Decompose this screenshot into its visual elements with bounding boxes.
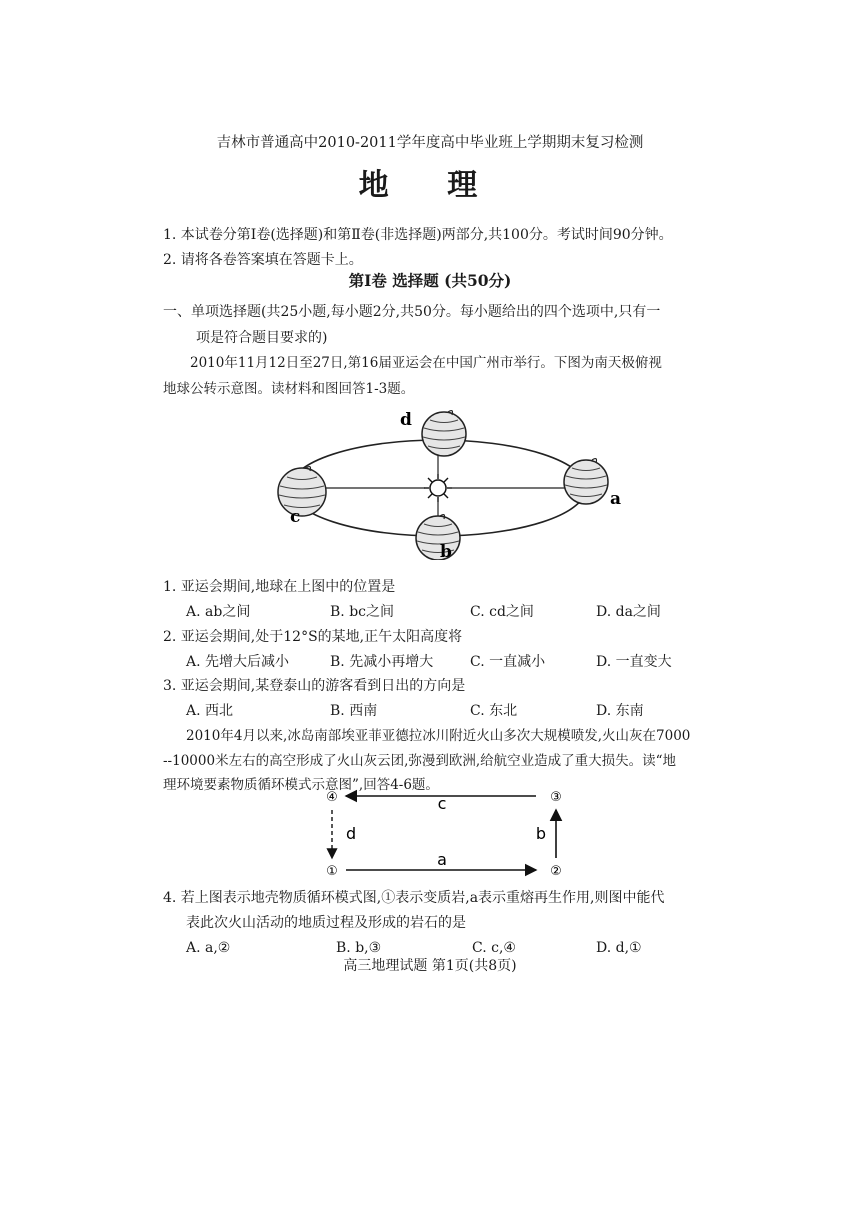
subject-title: 地 理 xyxy=(358,168,502,203)
earth-icon-b xyxy=(416,515,460,560)
passage-1-line-1: 2010年11月12日至27日,第16届亚运会在中国广州市举行。下图为南天极俯视 xyxy=(190,355,662,371)
part-one-heading-cont: 项是符合题目要求的) xyxy=(196,330,328,346)
question-2-option-b: B. 先减小再增大 xyxy=(330,654,434,670)
question-1-option-b: B. bc之间 xyxy=(330,604,394,620)
sun-icon xyxy=(424,474,452,502)
earth-icon-a xyxy=(564,459,608,504)
question-4-line-2: 表此次火山活动的地质过程及形成的岩石的是 xyxy=(186,915,466,931)
arrow-label-d: d xyxy=(346,824,357,843)
question-3-option-c: C. 东北 xyxy=(470,703,518,719)
question-2-stem: 2. 亚运会期间,处于12°S的某地,正午太阳高度将 xyxy=(163,629,463,645)
material-cycle-diagram xyxy=(310,786,590,880)
node-1: ① xyxy=(326,864,338,879)
question-2-option-a: A. 先增大后减小 xyxy=(186,654,290,670)
arrow-label-a: a xyxy=(437,850,447,869)
exam-title: 吉林市普通高中2010-2011学年度高中毕业班上学期期末复习检测 xyxy=(216,135,644,151)
question-4-option-d: D. d,① xyxy=(596,940,642,956)
orbit-label-d: d xyxy=(400,410,412,430)
question-4-option-c: C. c,④ xyxy=(472,940,516,956)
page-footer: 高三地理试题 第1页(共8页) xyxy=(343,958,517,974)
orbit-label-a: a xyxy=(610,489,622,509)
question-3-option-d: D. 东南 xyxy=(596,703,644,719)
orbit-label-b: b xyxy=(440,542,452,560)
question-3-stem: 3. 亚运会期间,某登泰山的游客看到日出的方向是 xyxy=(163,678,466,694)
question-2-option-c: C. 一直减小 xyxy=(470,654,546,670)
earth-icon-d xyxy=(422,411,466,456)
question-4-option-b: B. b,③ xyxy=(336,940,382,956)
instruction-1: 1. 本试卷分第Ⅰ卷(选择题)和第Ⅱ卷(非选择题)两部分,共100分。考试时间90分钟。 xyxy=(163,227,673,243)
question-1-option-d: D. da之间 xyxy=(596,604,661,620)
section-title: 第Ⅰ卷 选择题 (共50分) xyxy=(348,271,512,290)
arrow-label-c: c xyxy=(437,794,447,813)
question-1-option-c: C. cd之间 xyxy=(470,604,534,620)
instruction-2: 2. 请将各卷答案填在答题卡上。 xyxy=(163,252,363,268)
arrow-label-b: b xyxy=(535,824,546,843)
orbit-label-c: c xyxy=(290,507,301,527)
question-3-option-b: B. 西南 xyxy=(330,703,378,719)
question-4-option-a: A. a,② xyxy=(186,940,231,956)
passage-2-line-2: --10000米左右的高空形成了火山灰云团,弥漫到欧洲,给航空业造成了重大损失。读“地 xyxy=(163,753,677,769)
passage-2-line-3: 理环境要素物质循环模式示意图”,回答4-6题。 xyxy=(163,777,439,793)
question-2-option-d: D. 一直变大 xyxy=(596,654,672,670)
node-4: ④ xyxy=(326,790,338,805)
node-2: ② xyxy=(550,864,562,879)
passage-2-line-1: 2010年4月以来,冰岛南部埃亚菲亚德拉冰川附近火山多次大规模喷发,火山灰在7000 xyxy=(186,728,691,744)
node-3: ③ xyxy=(550,790,562,805)
question-1-option-a: A. ab之间 xyxy=(186,604,251,620)
earth-orbit-diagram xyxy=(260,400,640,560)
part-one-heading: 一、单项选择题(共25小题,每小题2分,共50分。每小题给出的四个选项中,只有一 xyxy=(163,304,661,320)
question-3-option-a: A. 西北 xyxy=(186,703,234,719)
earth-icon-c xyxy=(278,467,326,516)
question-4-line-1: 4. 若上图表示地壳物质循环模式图,①表示变质岩,a表示重熔再生作用,则图中能代 xyxy=(163,890,665,906)
question-1-stem: 1. 亚运会期间,地球在上图中的位置是 xyxy=(163,579,396,595)
passage-1-line-2: 地球公转示意图。读材料和图回答1-3题。 xyxy=(163,381,415,397)
